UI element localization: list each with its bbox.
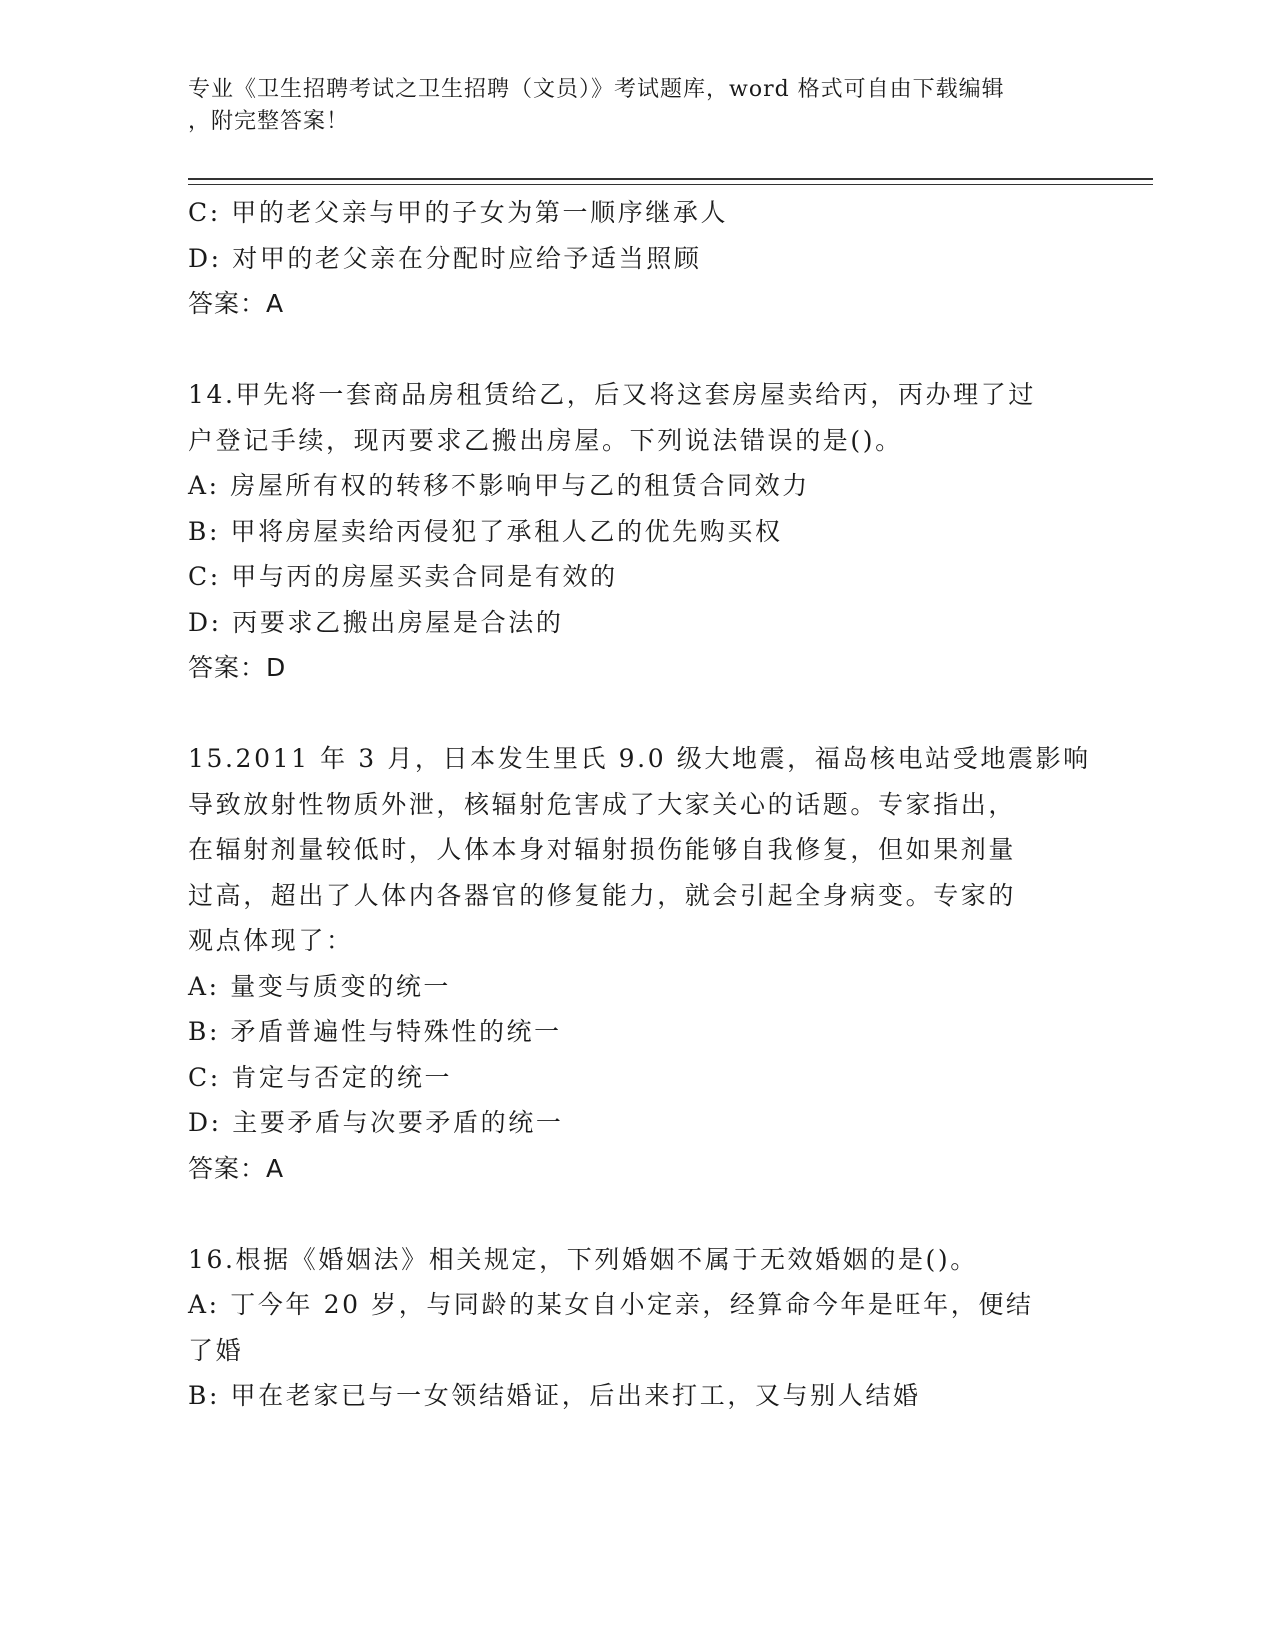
question-stem: 在辐射剂量较低时，人体本身对辐射损伤能够自我修复，但如果剂量	[188, 835, 1017, 864]
option-b: B: 甲将房屋卖给丙侵犯了承租人乙的优先购买权	[188, 516, 783, 546]
spacer	[188, 327, 1088, 373]
option-d: D: 对甲的老父亲在分配时应给予适当照顾	[188, 243, 702, 273]
question-stem: 14.甲先将一套商品房租赁给乙，后又将这套房屋卖给丙，丙办理了过	[188, 380, 1036, 409]
header-line-1: 专业《卫生招聘考试之卫生招聘（文员）》考试题库，word 格式可自由下载编辑	[188, 77, 1005, 102]
option-d: D: 丙要求乙搬出房屋是合法的	[188, 607, 564, 637]
question-13	[188, 190, 1088, 327]
answer: 答案：A	[188, 289, 285, 318]
question-stem: 观点体现了：	[188, 926, 354, 955]
option-d: D: 主要矛盾与次要矛盾的统一	[188, 1108, 564, 1137]
option-b: B: 矛盾普遍性与特殊性的统一	[188, 1017, 562, 1046]
question-15	[188, 736, 1091, 1191]
option-a: A: 房屋所有权的转移不影响甲与乙的租赁合同效力	[188, 471, 810, 500]
option-a: A: 量变与质变的统一	[188, 971, 452, 1001]
question-stem: 16.根据《婚姻法》相关规定，下列婚姻不属于无效婚姻的是()。	[188, 1244, 978, 1274]
question-16	[188, 1237, 1088, 1419]
spacer	[188, 1191, 1088, 1237]
option-c: C: 甲的老父亲与甲的子女为第一顺序继承人	[188, 198, 729, 227]
question-stem: 过高，超出了人体内各器官的修复能力，就会引起全身病变。专家的	[188, 880, 1017, 910]
option-b: B: 甲在老家已与一女领结婚证，后出来打工，又与别人结婚	[188, 1381, 921, 1410]
document-header	[188, 74, 1068, 138]
answer: 答案：A	[188, 1153, 285, 1183]
spacer	[188, 691, 1088, 737]
header-rule-thin	[188, 184, 1153, 185]
question-stem: 导致放射性物质外泄，核辐射危害成了大家关心的话题。专家指出，	[188, 789, 1017, 819]
header-line-2: ，附完整答案！	[188, 109, 350, 134]
header-rule-thick	[188, 178, 1153, 180]
document-body	[188, 190, 1091, 1419]
question-stem: 15.2011 年 3 月，日本发生里氏 9.0 级大地震，福岛核电站受地震影响	[188, 744, 1091, 773]
option-c: C: 甲与丙的房屋买卖合同是有效的	[188, 562, 618, 591]
option-a-continued: 了婚	[188, 1335, 244, 1365]
option-a: A: 丁今年 20 岁，与同龄的某女自小定亲，经算命今年是旺年，便结	[188, 1290, 1034, 1319]
answer: 答案：D	[188, 653, 287, 682]
option-c: C: 肯定与否定的统一	[188, 1062, 453, 1092]
question-14	[188, 372, 1088, 691]
question-stem: 户登记手续，现丙要求乙搬出房屋。下列说法错误的是()。	[188, 425, 903, 455]
